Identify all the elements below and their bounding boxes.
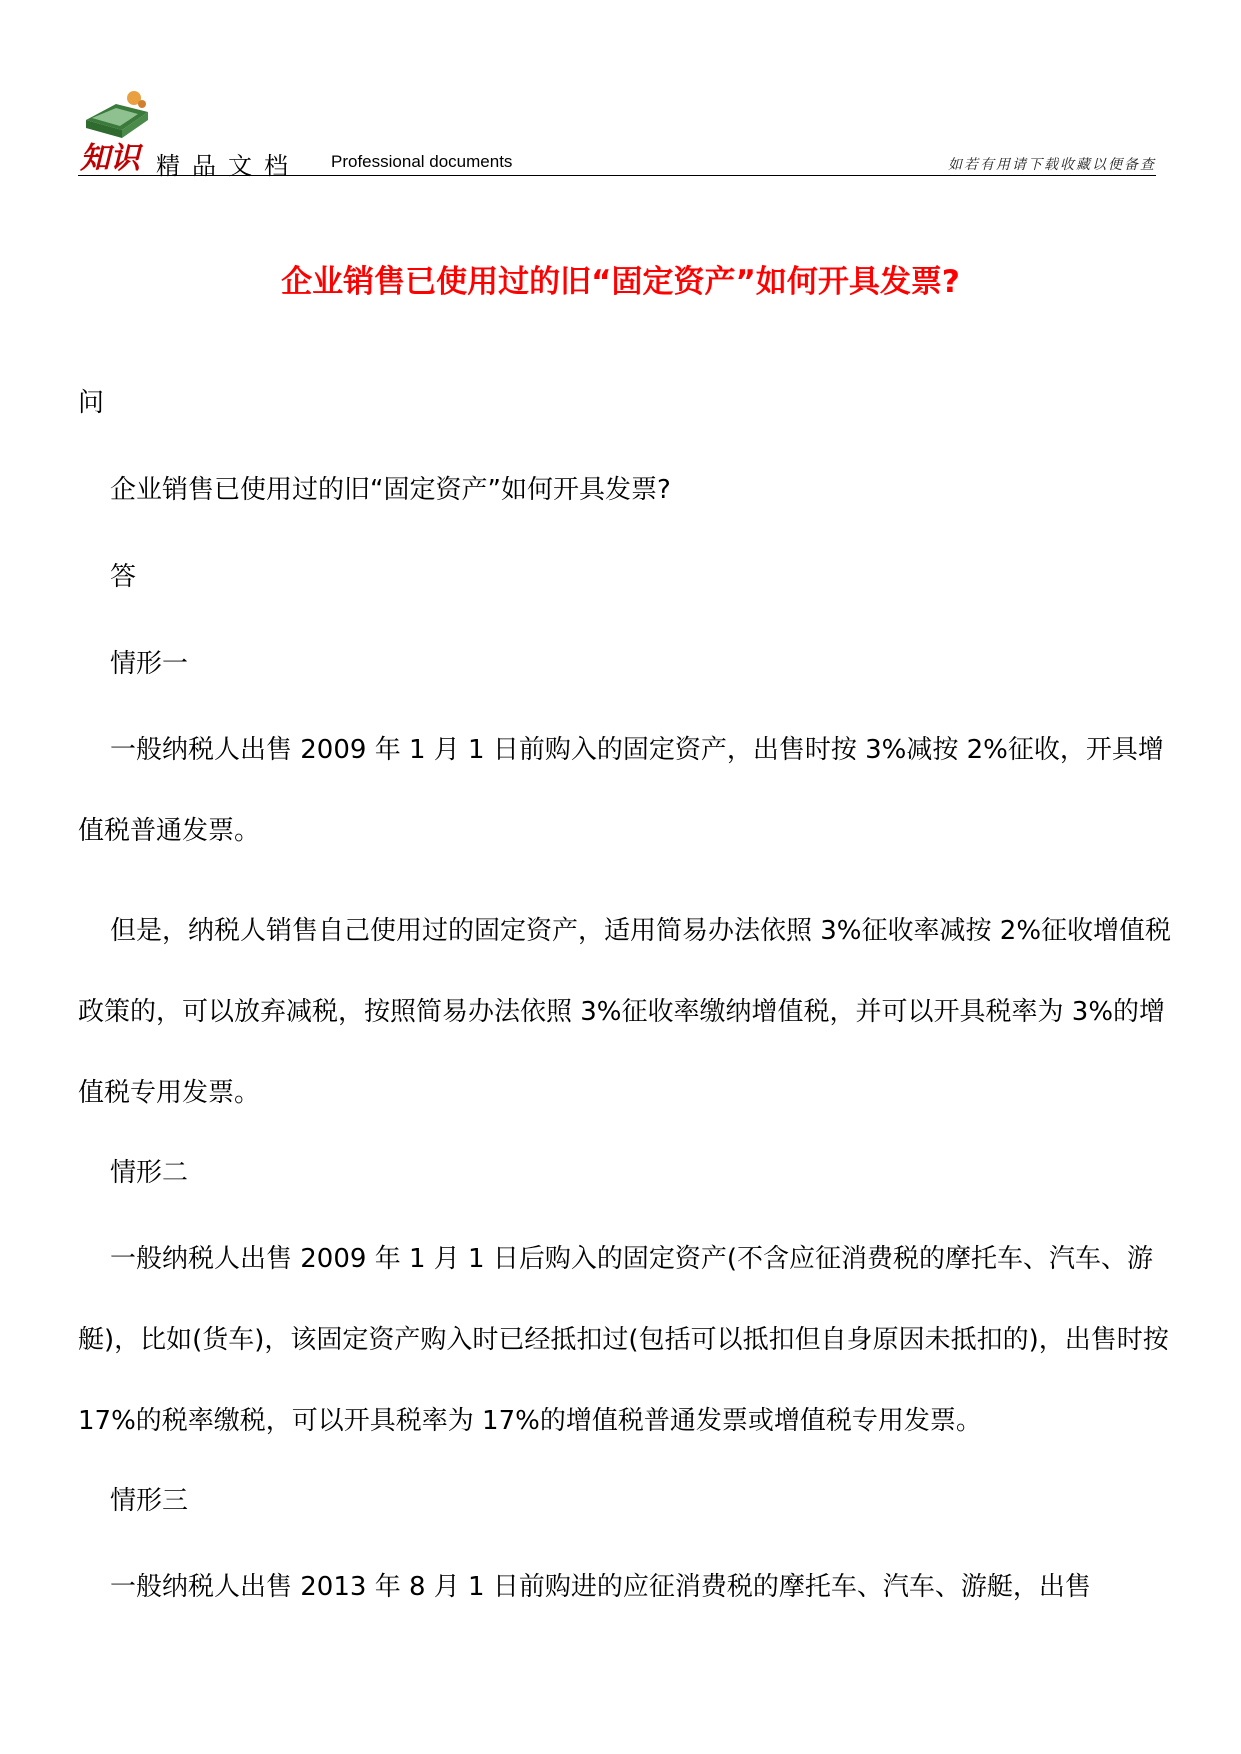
case-1-paragraph-2: 但是，纳税人销售自己使用过的固定资产，适用简易办法依照 3%征收率减按 2%征收增值税政策的，可以放弃减税，按照简易办法依照 3%征收率缴纳增值税，并可以开具税率为 3%的增值税专用发票。 xyxy=(78,916,1172,1108)
question-label: 问 xyxy=(78,388,105,418)
case-1-paragraph-1: 一般纳税人出售 2009 年 1 月 1 日前购入的固定资产，出售时按 3%减按 2%征收，开具增值税普通发票。 xyxy=(78,735,1164,846)
case-2-label: 情形二 xyxy=(110,1158,189,1188)
case-1-label: 情形一 xyxy=(110,649,189,679)
case-3-paragraph-1: 一般纳税人出售 2013 年 8 月 1 日前购进的应征消费税的摩托车、汽车、游艇，出售 xyxy=(110,1572,1091,1602)
question-text: 企业销售已使用过的旧“固定资产”如何开具发票? xyxy=(110,475,671,505)
svg-text:知识: 知识 xyxy=(80,141,140,174)
header-divider xyxy=(78,175,1156,176)
brand-chinese: 精品文档 xyxy=(156,152,300,180)
case-3-label: 情形三 xyxy=(110,1486,189,1516)
document-title: 企业销售已使用过的旧“固定资产”如何开具发票? xyxy=(281,264,960,300)
page-header xyxy=(78,86,1156,180)
document-body xyxy=(78,383,1188,1668)
header-note: 如若有用请下载收藏以便备查 xyxy=(948,157,1156,173)
brand-english: Professional documents xyxy=(331,152,513,171)
case-2-paragraph-1: 一般纳税人出售 2009 年 1 月 1 日后购入的固定资产(不含应征消费税的摩托车、汽车、游艇)，比如(货车)，该固定资产购入时已经抵扣过(包括可以抵扣但自身原因未抵扣的)，出售时按 17%的税率缴税，可以开具税率为 17%的增值税普通发票或增值税专用发票。 xyxy=(78,1244,1169,1436)
answer-label: 答 xyxy=(110,562,137,592)
book-logo-icon xyxy=(78,86,156,174)
